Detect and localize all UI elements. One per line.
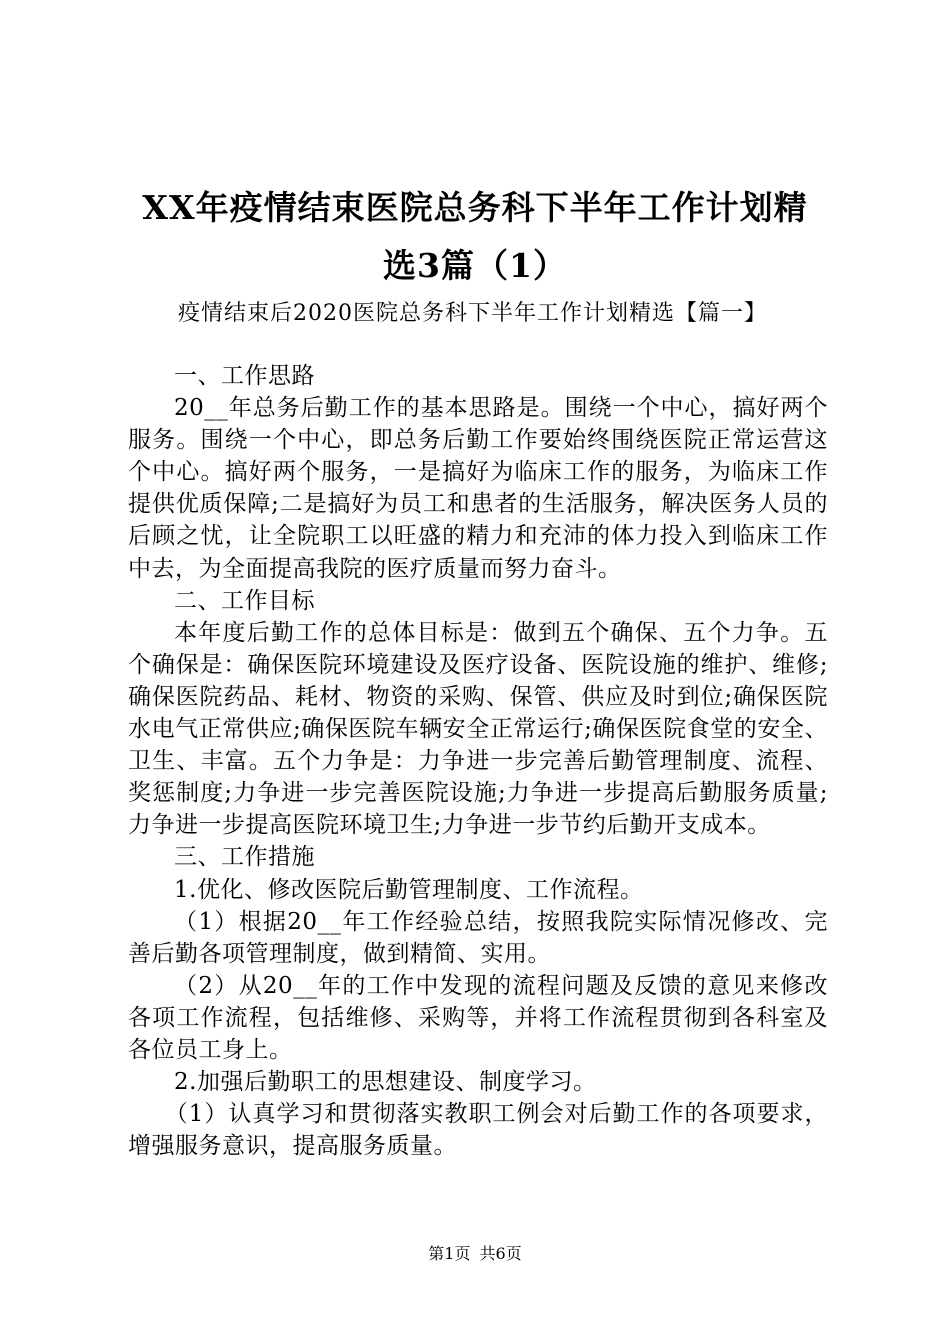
measure-item-2-sub-1: （1）认真学习和贯彻落实教职工例会对后勤工作的各项要求，增强服务意识，提高服务质量。 <box>128 1101 828 1160</box>
page-total: 共6页 <box>479 1244 522 1263</box>
measure-item-1-sub-2: （2）从20__年的工作中发现的流程问题及反馈的意见来修改各项工作流程，包括维修、采购等，并将工作流程贯彻到各科室及各位员工身上。 <box>128 972 828 1063</box>
paragraph-ideas: 20__年总务后勤工作的基本思路是。围绕一个中心，搞好两个服务。围绕一个中心，即总务后勤工作要始终围绕医院正常运营这个中心。搞好两个服务，一是搞好为临床工作的服务，为临床工作提供优质保障;二是搞好为员工和患者的生活服务，解决医务人员的后顾之忧，让全院职工以旺盛的精力和充沛的体力投入到临床工作中去，为全面提高我院的医疗质量而努力奋斗。 <box>128 395 828 582</box>
section-heading-ideas: 一、工作思路 <box>174 363 315 389</box>
document-body <box>128 360 828 1162</box>
paragraph-goals: 本年度后勤工作的总体目标是：做到五个确保、五个力争。五个确保是：确保医院环境建设及医疗设备、医院设施的维护、维修;确保医院药品、耗材、物资的采购、保管、供应及时到位;确保医院水电气正常供应;确保医院车辆安全正常运行;确保医院食堂的安全、卫生、丰富。五个力争是：力争进一步完善后勤管理制度、流程、奖惩制度;力争进一步完善医院设施;力争进一步提高后勤服务质量;力争进一步提高医院环境卫生;力争进一步节约后勤开支成本。 <box>128 619 828 839</box>
page-number: 第1页 <box>428 1244 471 1263</box>
section-heading-goals: 二、工作目标 <box>174 587 315 614</box>
page-footer <box>0 1242 950 1266</box>
measure-item-2: 2.加强后勤职工的思想建设、制度学习。 <box>174 1069 597 1096</box>
section-heading-measures: 三、工作措施 <box>174 844 315 871</box>
document-title-line-1: XX年疫情结束医院总务科下半年工作计划精 <box>142 188 808 227</box>
measure-item-1: 1.优化、修改医院后勤管理制度、工作流程。 <box>174 876 644 903</box>
measure-item-1-sub-1: （1）根据20__年工作经验总结，按照我院实际情况修改、完善后勤各项管理制度，做到精简、实用。 <box>128 908 828 967</box>
document-subtitle: 疫情结束后2020医院总务科下半年工作计划精选【篇一】 <box>178 301 767 326</box>
document-title-line-2: 选3篇（1） <box>383 246 567 285</box>
